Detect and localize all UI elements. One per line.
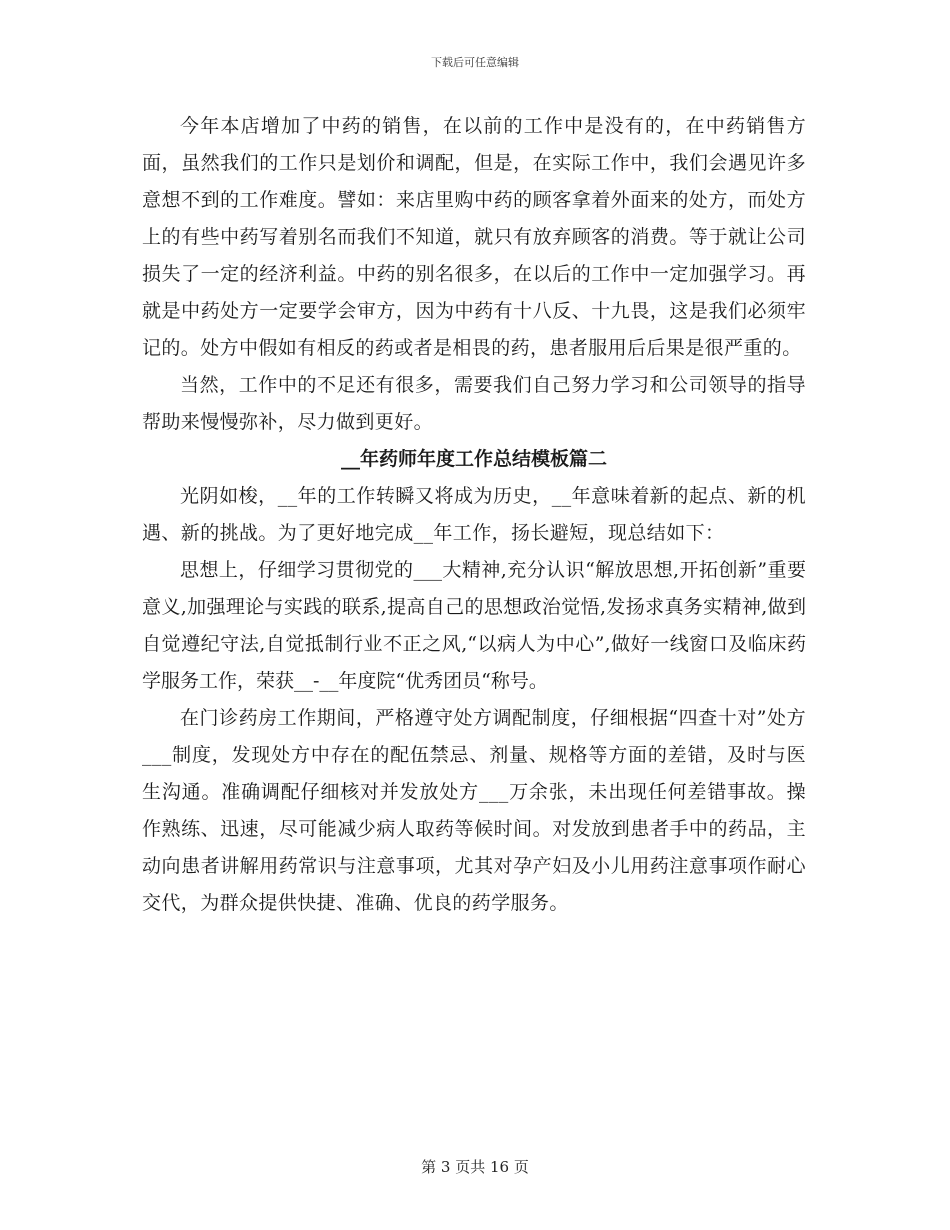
document-body [142, 108, 806, 922]
paragraph-pharmacy-work: 在门诊药房工作期间，严格遵守处方调配制度，仔细根据“四查十对”处方___制度，发现处方中存在的配伍禁忌、剂量、规格等方面的差错，及时与医生沟通。准确调配仔细核对并发放处方___万余张，未出现任何差错事故。操作熟练、迅速，尽可能减少病人取药等候时间。对发放到患者手中的药品，主动向患者讲解用药常识与注意事项，尤其对孕产妇及小儿用药注意事项作耐心交代，为群众提供快捷、准确、优良的药学服务。 [142, 707, 806, 914]
paragraph-chinese-medicine-sales: 今年本店增加了中药的销售，在以前的工作中是没有的，在中药销售方面，虽然我们的工作只是划价和调配，但是，在实际工作中，我们会遇见许多意想不到的工作难度。譬如：来店里购中药的顾客拿着外面来的处方，而处方上的有些中药写着别名而我们不知道，就只有放弃顾客的消费。等于就让公司损失了一定的经济利益。中药的别名很多，在以后的工作中一定加强学习。再就是中药处方一定要学会审方，因为中药有十八反、十九畏，这是我们必须牢记的。处方中假如有相反的药或者是相畏的药，患者服用后后果是很严重的。 [142, 115, 806, 359]
page-number: 第 3 页共 16 页 [421, 1158, 529, 1176]
header-note: 下载后可任意编辑 [431, 56, 519, 69]
paragraph-ideology: 思想上，仔细学习贯彻党的___大精神,充分认识“解放思想,开拓创新”重要意义,加强理论与实践的联系,提高自己的思想政治觉悟,发扬求真务实精神,做到自觉遵纪守法,自觉抵制行业不正之风,“以病人为中心”,做好一线窗口及临床药学服务工作，荣获__-__年度院“优秀团员“称号。 [142, 559, 806, 692]
paragraph-intro: 光阴如梭，__年的工作转瞬又将成为历史，__年意味着新的起点、新的机遇、新的挑战。为了更好地完成__年工作，扬长避短，现总结如下： [142, 485, 806, 544]
section-title: __年药师年度工作总结模板篇二 [340, 448, 607, 470]
paragraph-shortcomings: 当然，工作中的不足还有很多，需要我们自己努力学习和公司领导的指导帮助来慢慢弥补，尽力做到更好。 [142, 374, 806, 433]
